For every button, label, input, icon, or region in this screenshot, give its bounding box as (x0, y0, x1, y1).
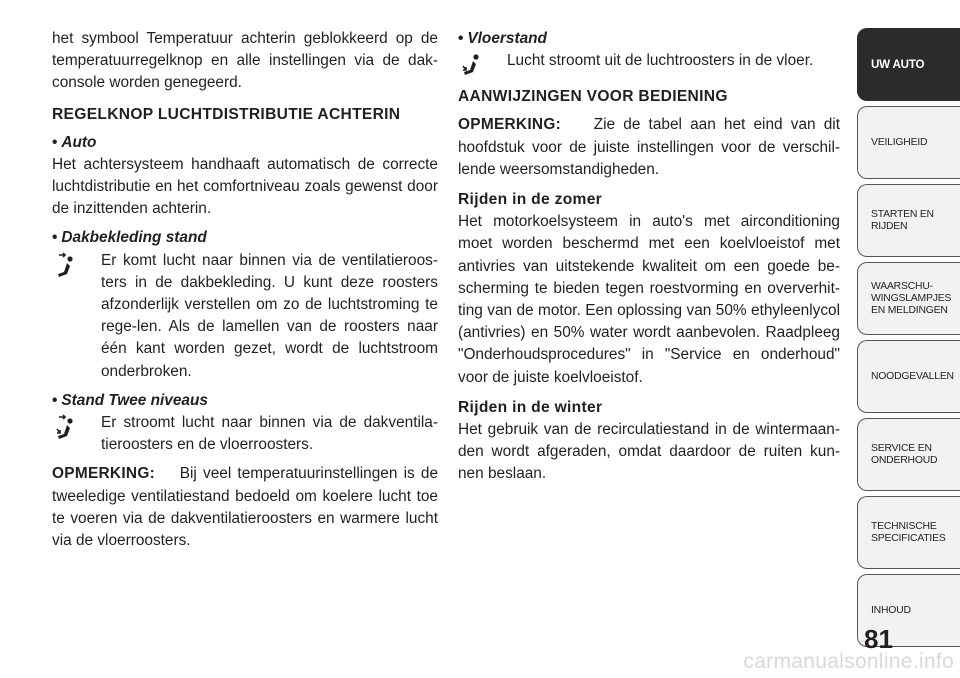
bilevel-mode-row (52, 412, 438, 456)
roof-mode-row (52, 250, 438, 383)
note-paragraph-left (52, 463, 438, 552)
note-label-left: OPMERKING: (52, 465, 156, 483)
tab-veiligheid[interactable]: VEILIGHEID (857, 106, 960, 179)
right-column (458, 28, 840, 486)
section-heading-operation: AANWIJZINGEN VOOR BEDIENING (458, 88, 728, 106)
bullet-bilevel: • Stand Twee niveaus (52, 391, 208, 409)
tab-technische-specificaties[interactable]: TECHNISCHE SPECIFICATIES (857, 496, 960, 569)
roof-paragraph: Er komt lucht naar binnen via de ventilatieroos-ters in de dakbekleding. U kunt deze roosters afzonderlijk verstellen om zo de luchtstroming te rege-len. Als de lamellen van de roosters naar één kant worden gezet, wordt de luchtstroom onderbroken. (101, 251, 438, 380)
bilevel-label: Stand Twee niveaus (61, 391, 208, 409)
winter-heading: Rijden in de winter (458, 398, 603, 416)
tab-waarschuwingslampjes[interactable]: WAARSCHU- WINGSLAMPJES EN MELDINGEN (857, 262, 960, 335)
bullet-auto: • Auto (52, 133, 97, 151)
summer-paragraph: Het motorkoelsysteem in auto's met airconditioning moet worden beschermd met een koelvloeistof met antivries van uitstekende kwaliteit om een goede be-scherming te bieden tegen roestvorming en oververhit-ting van de motor. Een oplossing van 50% ethyleenlycol (antivries) en 50% water wordt aanbevolen. Raadpleeg "Onderhoudsprocedures" in "Service en onderhoud" voor de juiste koelvloeistof. (458, 213, 840, 386)
chapter-tabs (857, 28, 960, 652)
auto-paragraph: Het achtersysteem handhaaft automatisch de correcte luchtdistributie en het comfortniveau zoals gewenst door de inzittenden achterin. (52, 155, 438, 218)
auto-label: Auto (61, 133, 97, 151)
roof-label: Dakbekleding stand (61, 229, 207, 247)
vent-roof-icon (55, 252, 81, 280)
vent-floor-icon (461, 52, 487, 80)
page-number: 81 (864, 624, 893, 654)
note-paragraph-right (458, 114, 840, 181)
left-column (52, 28, 438, 552)
floor-mode-row (458, 50, 840, 72)
tab-starten-en-rijden[interactable]: STARTEN EN RIJDEN (857, 184, 960, 257)
tab-noodgevallen[interactable]: NOODGEVALLEN (857, 340, 960, 413)
vent-bilevel-icon (55, 414, 81, 442)
section-heading-distribution: REGELKNOP LUCHTDISTRIBUTIE ACHTERIN (52, 105, 401, 123)
winter-paragraph: Het gebruik van de recirculatiestand in de wintermaan-den wordt afgeraden, omdat daardoor de ruiten kun-nen beslaan. (458, 421, 840, 483)
intro-paragraph: het symbool Temperatuur achterin geblokkeerd op de temperatuurregelknop en alle instellingen via de dak-console worden genegeerd. (52, 30, 438, 92)
tab-uw-auto[interactable]: UW AUTO (857, 28, 960, 101)
note-text-left: Bij veel temperatuurinstellingen is de tweeledige ventilatiestand bedoeld om koelere lucht toe te voeren via de dakventilatieroosters en warmere lucht via de vloerroosters. (52, 465, 438, 550)
summer-heading: Rijden in de zomer (458, 191, 603, 209)
note-text-right: Zie de tabel aan het eind van dit hoofdstuk voor de juiste instellingen voor de verschil-lende weersomstandigheden. (458, 116, 840, 178)
floor-label: Vloerstand (467, 30, 547, 47)
tab-inhoud[interactable]: INHOUD (857, 574, 960, 647)
floor-paragraph: Lucht stroomt uit de luchtroosters in de vloer. (507, 52, 814, 70)
tab-service-en-onderhoud[interactable]: SERVICE EN ONDERHOUD (857, 418, 960, 491)
bullet-roof: • Dakbekleding stand (52, 229, 207, 247)
note-label-right: OPMERKING: (458, 116, 562, 134)
bullet-floor: • Vloerstand (458, 30, 547, 47)
watermark: carmanualsonline.info (743, 650, 954, 673)
bilevel-paragraph: Er stroomt lucht naar binnen via de dakventila-tieroosters en de vloerroosters. (101, 414, 438, 454)
